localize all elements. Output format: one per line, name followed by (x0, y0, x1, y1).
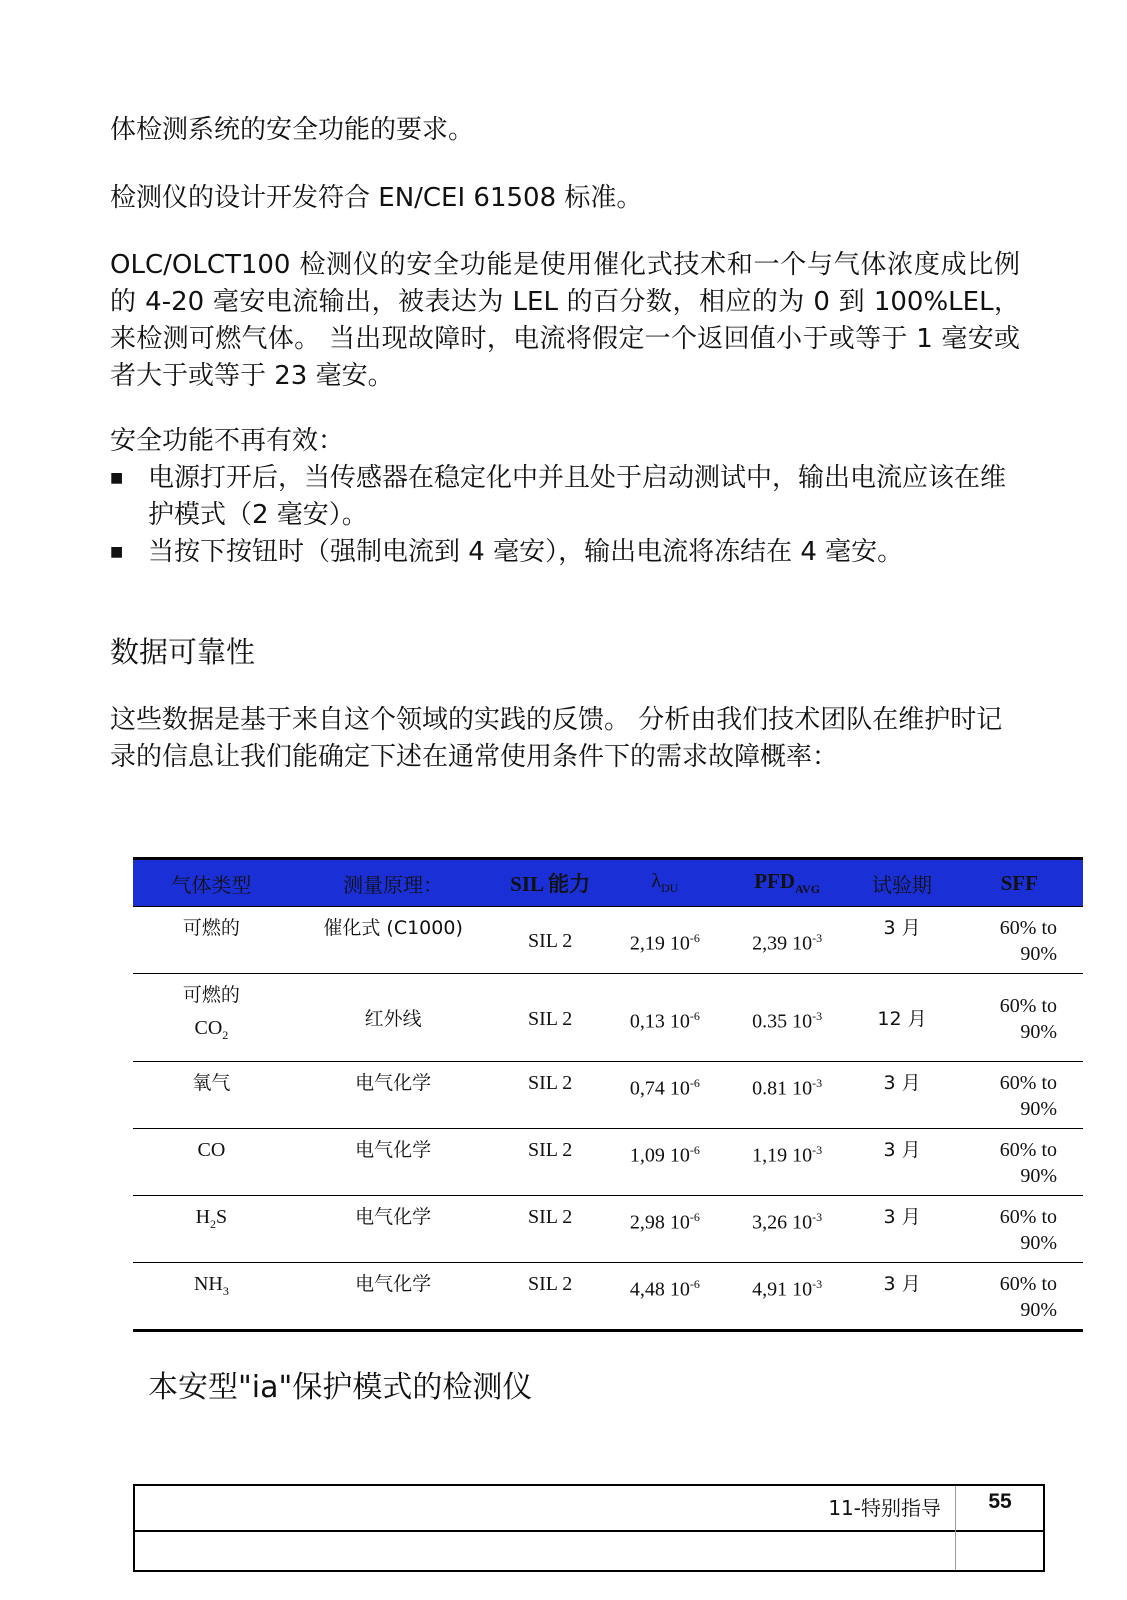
cell-sff: 60% to 90% (956, 974, 1083, 1062)
cell-pfd: 3,26 $10^{-3}$ (726, 1196, 848, 1263)
cell-principle: 红外线 (290, 974, 497, 1062)
table-row (133, 907, 1083, 974)
cell-sil: SIL 2 (496, 974, 603, 1062)
cell-principle: 电气化学 (290, 1196, 497, 1263)
paragraph-1: 体检测系统的安全功能的要求。 (110, 115, 475, 145)
cell-sil: SIL 2 (496, 907, 603, 974)
cell-test: 3 月 (848, 1129, 955, 1196)
cell-gas: 氧气 (133, 1062, 290, 1129)
bullet-text: 电源打开后，当传感器在稳定化中并且处于启动测试中，输出电流应该在维护模式（2 毫安）。 (148, 463, 1007, 530)
footer-chapter-label: 11-特别指导 (828, 1496, 941, 1520)
header-principle: 测量原理： (290, 859, 497, 907)
header-test-interval: 试验期 (848, 859, 955, 907)
cell-pfd: 1,19 $10^{-3}$ (726, 1129, 848, 1196)
cell-lambda: 2,19 $10^{-6}$ (604, 907, 726, 974)
paragraph-2: 检测仪的设计开发符合 EN/CEI 61508 标准。 (110, 183, 643, 213)
cell-lambda: 0,13 $10^{-6}$ (604, 974, 726, 1062)
table-row (133, 1062, 1083, 1129)
cell-sff: 60% to 90% (956, 1062, 1083, 1129)
cell-pfd: 0.35 $10^{-3}$ (726, 974, 848, 1062)
cell-gas: 可燃的 $CO_2$ (133, 974, 290, 1062)
cell-lambda: 0,74 $10^{-6}$ (604, 1062, 726, 1129)
bullet-item (110, 460, 1020, 534)
cell-principle: 电气化学 (290, 1129, 497, 1196)
cell-sil: SIL 2 (496, 1196, 603, 1263)
table-header-row (133, 859, 1083, 907)
section-heading-reliability: 数据可靠性 (110, 635, 256, 669)
cell-pfd: 0.81 $10^{-3}$ (726, 1062, 848, 1129)
cell-sil: SIL 2 (496, 1263, 603, 1331)
cell-test: 3 月 (848, 1263, 955, 1331)
cell-sil: SIL 2 (496, 1062, 603, 1129)
cell-pfd: 2,39 $10^{-3}$ (726, 907, 848, 974)
cell-test: 3 月 (848, 1196, 955, 1263)
bullet-item (110, 534, 1020, 571)
paragraph-3: OLC/OLCT100 检测仪的安全功能是使用催化式技术和一个与气体浓度成比例的 4-20 毫安电流输出，被表达为 LEL 的百分数，相应的为 0 到 100%LEL，来检测可燃气体。 当出现故障时，电流将假定一个返回值小于或等于 1 毫安或者大于或等于 23 毫安。 (110, 250, 1020, 391)
cell-principle: 电气化学 (290, 1263, 497, 1331)
bullet-text: 当按下按钮时（强制电流到 4 毫安），输出电流将冻结在 4 毫安。 (148, 537, 904, 567)
cell-gas: $NH_3$ (133, 1263, 290, 1331)
header-pfd: $PFD_{AVG}$ (726, 859, 848, 907)
table-row (133, 974, 1083, 1062)
cell-sff: 60% to 90% (956, 1196, 1083, 1263)
cell-sil: SIL 2 (496, 1129, 603, 1196)
table-row (133, 1129, 1083, 1196)
cell-principle: 电气化学 (290, 1062, 497, 1129)
table-row (133, 1196, 1083, 1263)
cell-gas: 可燃的 (133, 907, 290, 974)
footer-divider (135, 1530, 1043, 1532)
cell-test: 3 月 (848, 1062, 955, 1129)
header-sil: SIL 能力 (496, 859, 603, 907)
cell-sff: 60% to 90% (956, 907, 1083, 974)
page-footer (133, 1484, 1045, 1572)
cell-test: 12 月 (848, 974, 955, 1062)
table-row (133, 1263, 1083, 1331)
header-sff: SFF (956, 859, 1083, 907)
cell-lambda: 4,48 $10^{-6}$ (604, 1263, 726, 1331)
cell-lambda: 2,98 $10^{-6}$ (604, 1196, 726, 1263)
cell-lambda: 1,09 $10^{-6}$ (604, 1129, 726, 1196)
bullet-square-icon: ■ (110, 544, 124, 560)
cell-test: 3 月 (848, 907, 955, 974)
bullet-square-icon: ■ (110, 470, 124, 486)
section-heading-ia: 本安型"ia"保护模式的检测仪 (148, 1370, 533, 1405)
paragraph-4: 安全功能不再有效： (110, 426, 345, 456)
cell-principle: 催化式 (C1000) (290, 907, 497, 974)
cell-sff: 60% to 90% (956, 1129, 1083, 1196)
cell-sff: 60% to 90% (956, 1263, 1083, 1331)
header-gas-type: 气体类型 (133, 859, 290, 907)
reliability-paragraph: 这些数据是基于来自这个领域的实践的反馈。 分析由我们技术团队在维护时记录的信息让我们能确定下述在通常使用条件下的需求故障概率： (110, 705, 1003, 772)
cell-gas: CO (133, 1129, 290, 1196)
cell-pfd: 4,91 $10^{-3}$ (726, 1263, 848, 1331)
cell-gas: $H_2S$ (133, 1196, 290, 1263)
reliability-table (133, 857, 1083, 1332)
page-number: 55 (988, 1490, 1012, 1513)
header-lambda: $\lambda_{DU}$ (604, 859, 726, 907)
